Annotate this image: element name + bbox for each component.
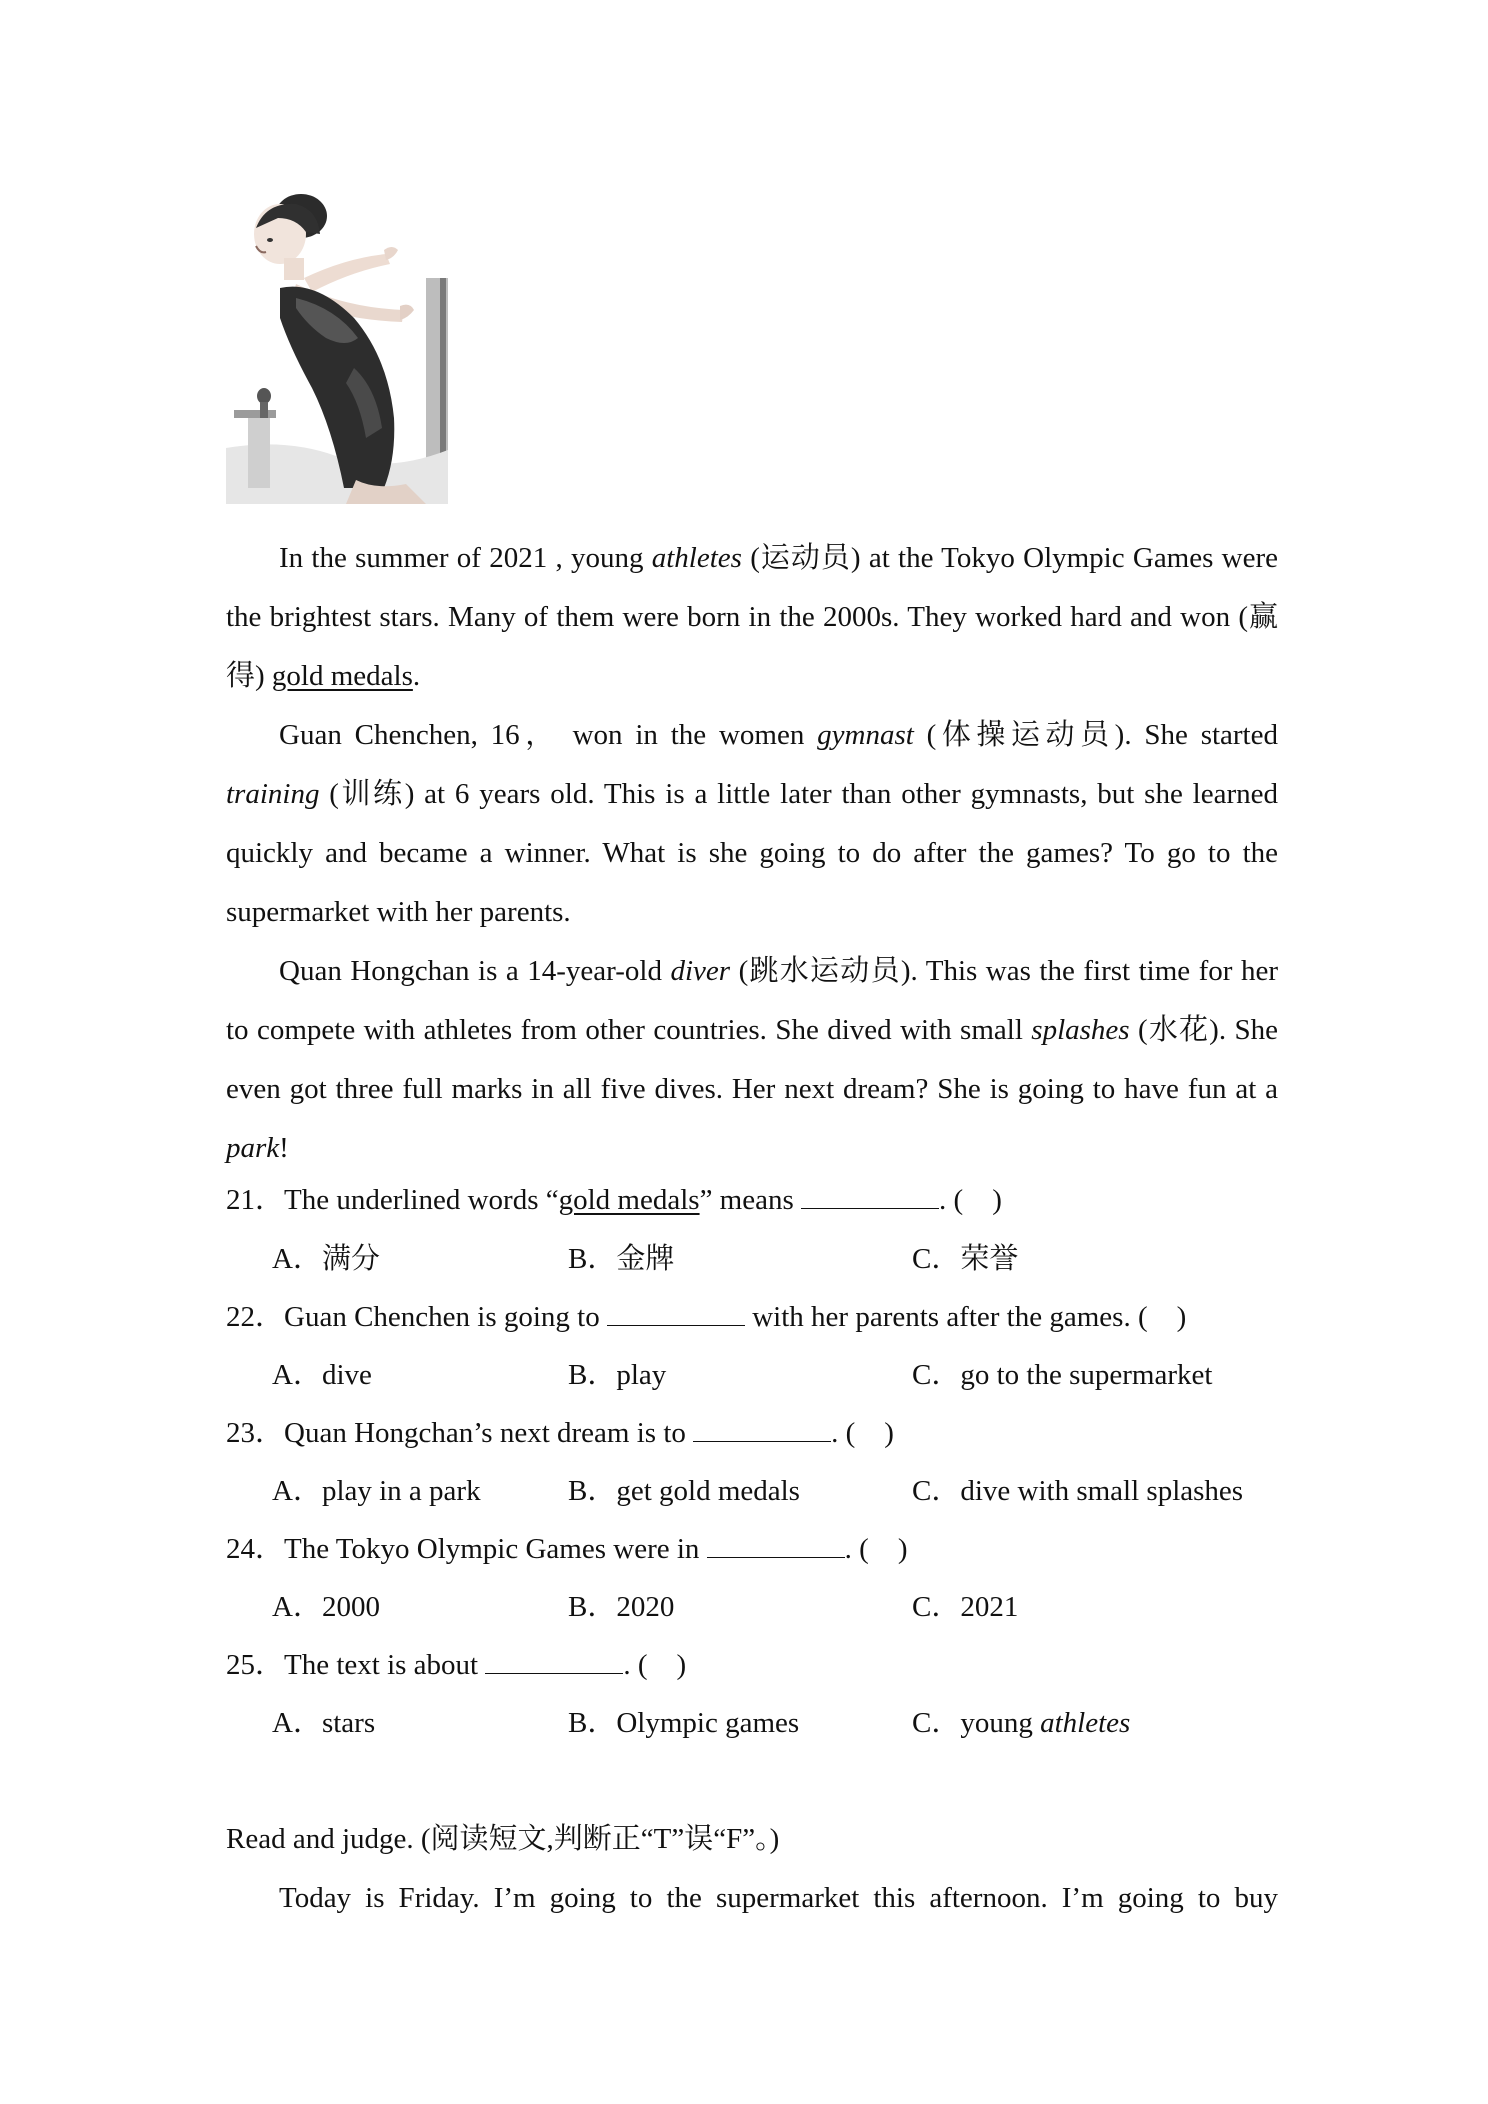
question-24: [226, 1531, 908, 1567]
diver-illustration: [226, 188, 448, 504]
option-b[interactable]: B．Olympic games: [568, 1707, 800, 1739]
question-text: 21．The underlined words “: [226, 1184, 559, 1216]
italic-term: park: [226, 1132, 280, 1164]
text-run: .: [412, 660, 421, 692]
text-run: Quan Hongchan is a 14-year-old: [279, 955, 671, 987]
italic-term: splashes: [1031, 1014, 1130, 1046]
option-text: C．young: [912, 1707, 1041, 1739]
italic-term: athletes: [1040, 1707, 1131, 1739]
question-text: . ( ): [831, 1417, 894, 1449]
italic-term: diver: [670, 955, 731, 987]
question-text: 25．The text is about: [226, 1649, 486, 1681]
option-a[interactable]: A．dive: [272, 1359, 372, 1391]
question-text: . ( ): [844, 1533, 908, 1565]
text-run: (训练) at 6 years old. This is a little later than other gymnasts, but she learned quickly and became a winner. What is she going to do after the games? To go to the supermarket with her parents.: [226, 778, 1278, 928]
text-run: Guan Chenchen, 16， won in the women: [279, 719, 818, 751]
section2-first-line: Today is Friday. I’m going to the supermarket this afternoon. I’m going to buy: [279, 1882, 1278, 1914]
answer-blank[interactable]: [707, 1531, 845, 1558]
text-run: (跳水运动员). This was the first time for her to compete with athletes from other countries. She dived with small: [226, 955, 1279, 1046]
answer-blank[interactable]: [693, 1415, 831, 1442]
text-run: In the summer of 2021 , young: [279, 542, 652, 574]
passage-paragraph-2: [226, 706, 1278, 942]
option-a[interactable]: A．stars: [272, 1707, 376, 1739]
question-23: [226, 1415, 894, 1451]
italic-term: training: [226, 778, 320, 810]
option-a[interactable]: A．满分: [272, 1243, 380, 1275]
question-text: ” means: [699, 1184, 802, 1216]
question-text: . ( ): [939, 1184, 1002, 1216]
underlined-phrase: gold medals: [558, 1184, 700, 1216]
question-21: [226, 1182, 1002, 1218]
question-25: [226, 1647, 686, 1683]
section-heading: Read and judge. (阅读短文,判断正“T”误“F”。): [226, 1823, 780, 1855]
option-b[interactable]: B．金牌: [568, 1243, 675, 1275]
answer-blank[interactable]: [801, 1182, 939, 1209]
italic-term: athletes: [651, 542, 742, 574]
option-c[interactable]: C．dive with small splashes: [912, 1475, 1244, 1507]
italic-term: gymnast: [817, 719, 914, 751]
answer-blank[interactable]: [485, 1647, 623, 1674]
option-b[interactable]: B．get gold medals: [568, 1475, 800, 1507]
option-c[interactable]: C．2021: [912, 1591, 1019, 1623]
option-a[interactable]: A．2000: [272, 1591, 380, 1623]
text-run: (水花). She even got three full marks in all five dives. Her next dream? She is going to have fun at a: [226, 1014, 1278, 1105]
answer-blank[interactable]: [607, 1299, 745, 1326]
text-run: !: [279, 1132, 289, 1164]
question-text: 24．The Tokyo Olympic Games were in: [226, 1533, 707, 1565]
passage-paragraph-3: [226, 942, 1278, 1178]
underlined-phrase: gold medals: [271, 660, 413, 692]
option-c[interactable]: C．go to the supermarket: [912, 1359, 1213, 1391]
option-c[interactable]: [912, 1705, 1130, 1741]
option-a[interactable]: A．play in a park: [272, 1475, 481, 1507]
question-text: . ( ): [623, 1649, 687, 1681]
question-text: 22．Guan Chenchen is going to: [226, 1301, 607, 1333]
passage-paragraph-1: [226, 529, 1278, 706]
text-run: (体操运动员). She started: [913, 719, 1278, 751]
text-run: (运动员) at the Tokyo Olympic Games were the brightest stars. Many of them were born in the 2000s. They worked hard and won (赢得): [226, 542, 1279, 692]
option-b[interactable]: B．play: [568, 1359, 667, 1391]
question-text: with her parents after the games. ( ): [744, 1301, 1187, 1333]
option-c[interactable]: C．荣誉: [912, 1243, 1019, 1275]
option-b[interactable]: B．2020: [568, 1591, 675, 1623]
question-text: 23．Quan Hongchan’s next dream is to: [226, 1417, 694, 1449]
question-22: [226, 1299, 1186, 1335]
